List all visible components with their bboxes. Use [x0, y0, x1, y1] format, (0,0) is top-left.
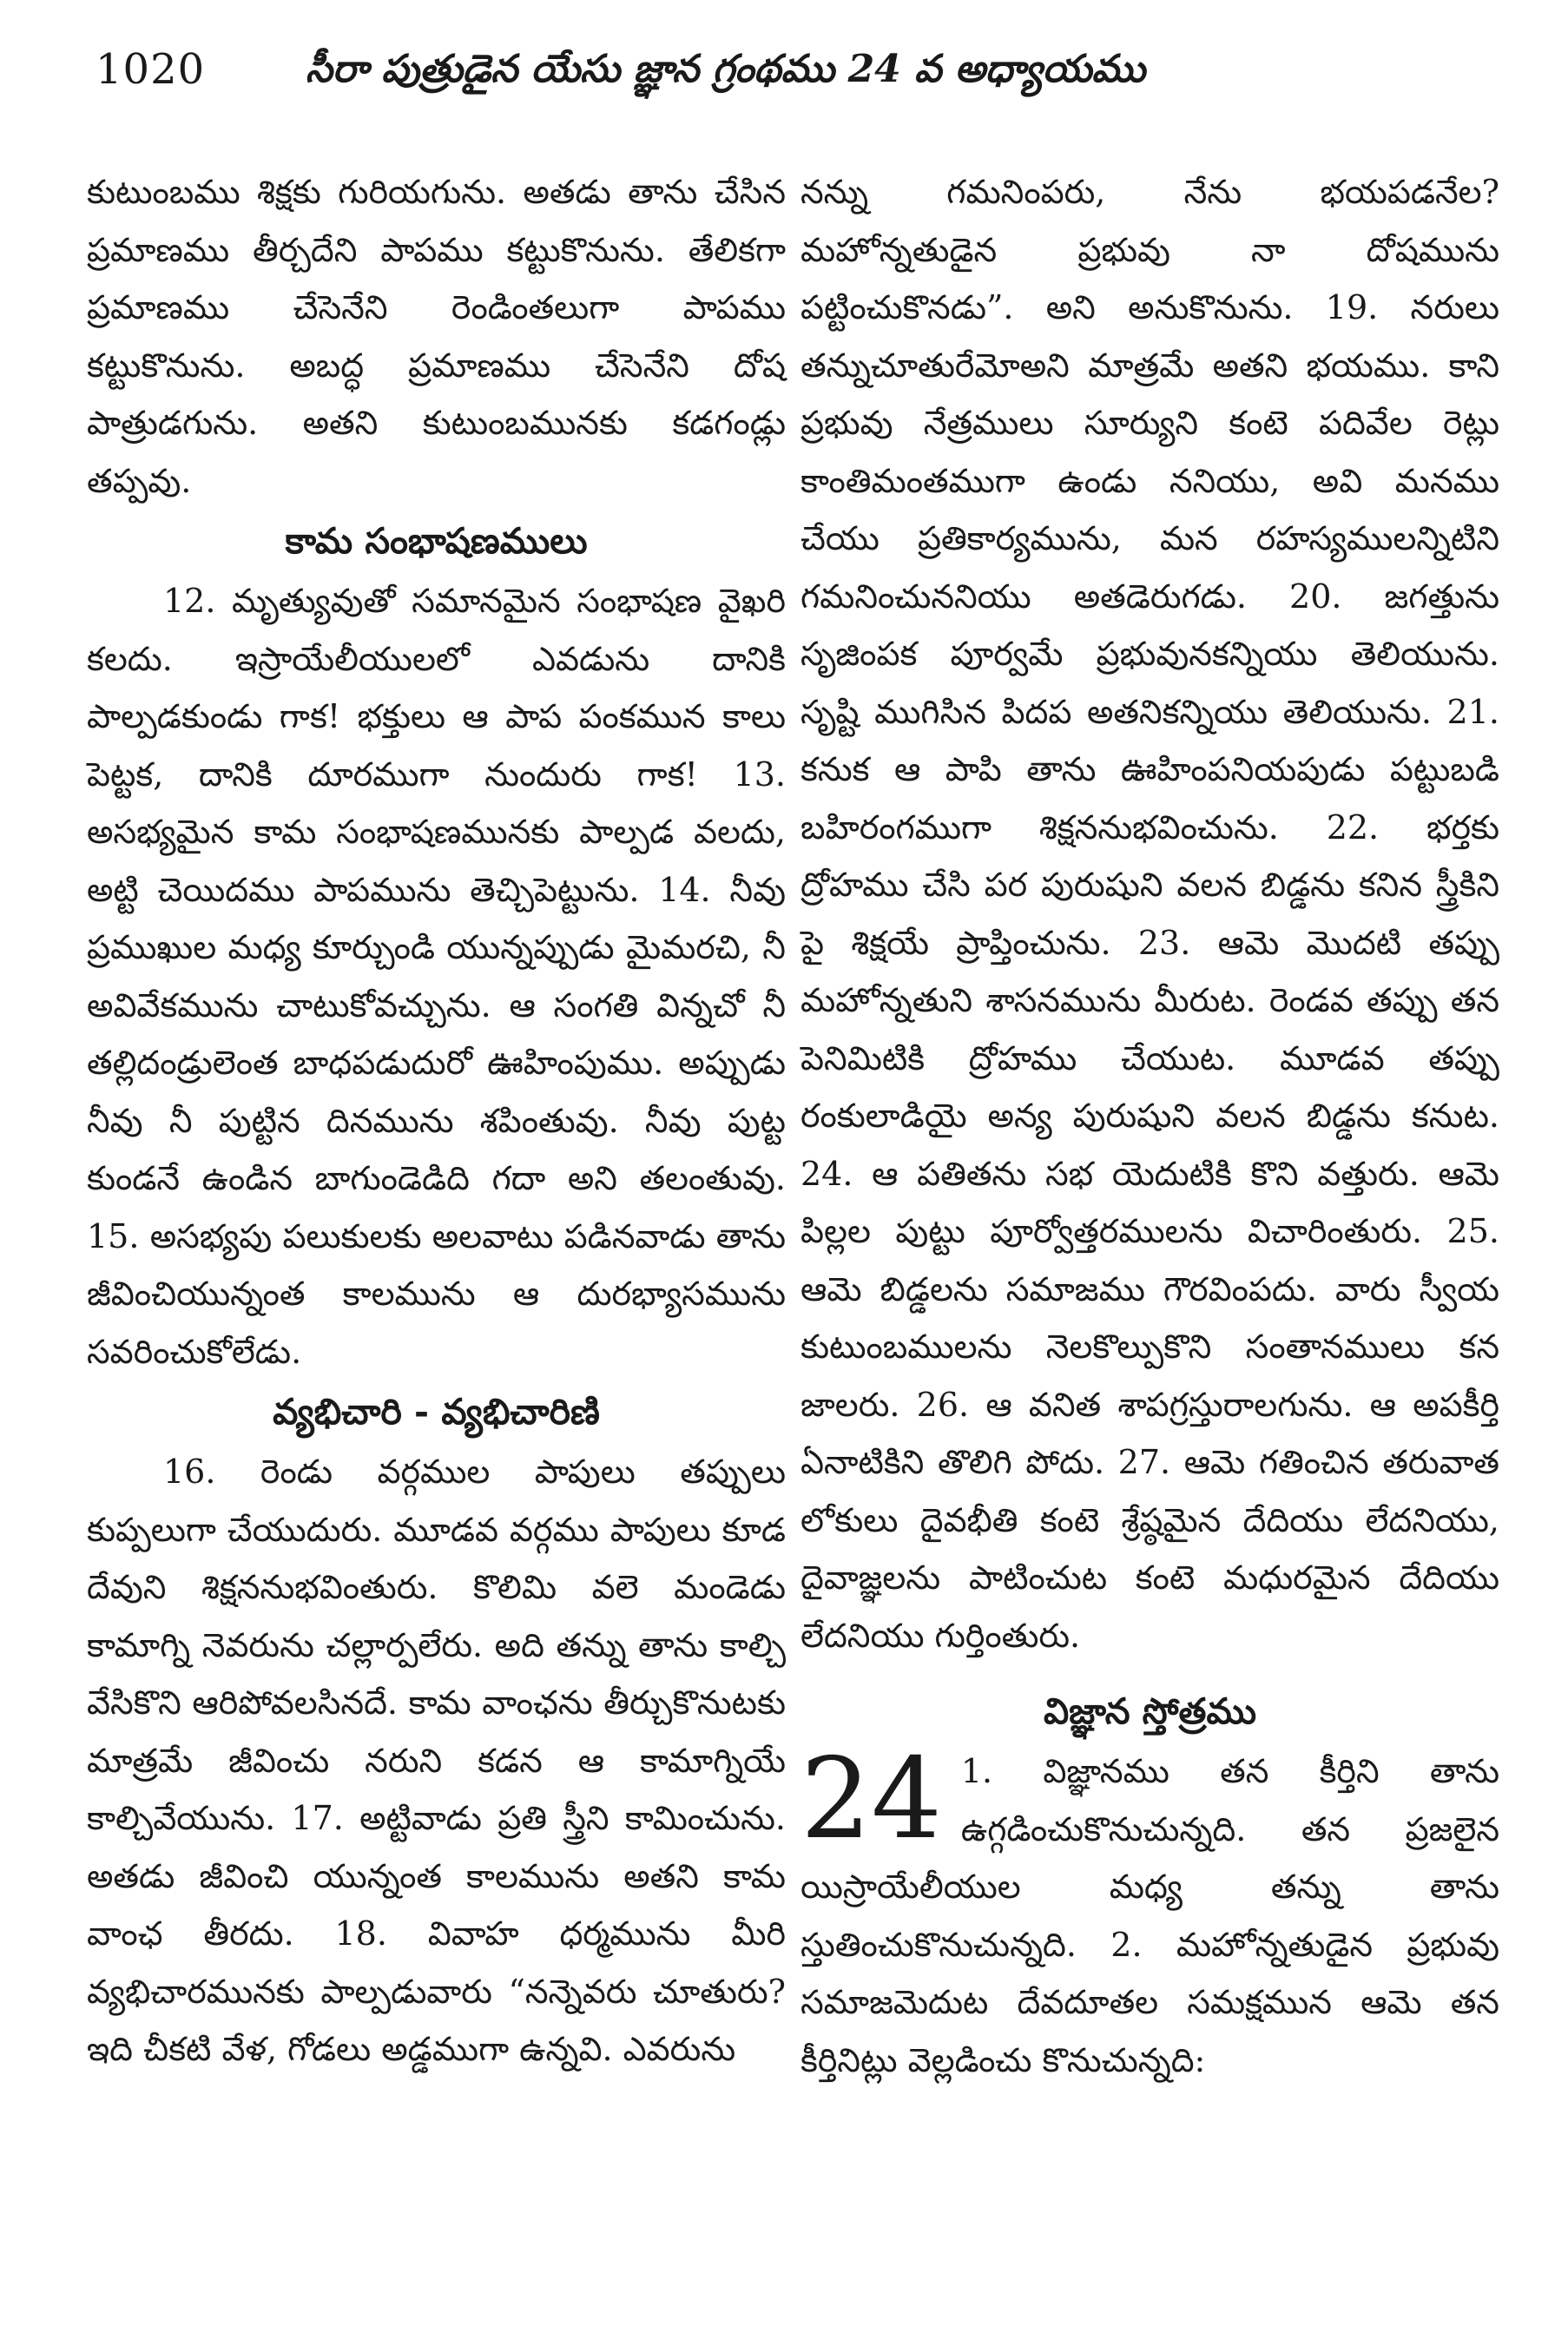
page-number: 1020 [96, 45, 206, 94]
left-column [87, 163, 786, 2079]
running-title: సీరా పుత్రుడైన యేసు జ్ఞాన గ్రంథము 24 వ అధ్యాయము [306, 47, 1146, 91]
chapter-number: 24 [800, 1735, 942, 1864]
paragraph: 16. రెండు వర్గముల పాపులు తప్పులు కుప్పలుగా చేయుదురు. మూడవ వర్గము పాపులు కూడ దేవుని శిక్షననుభవింతురు. కొలిమి వలె మండెడు కామాగ్ని నెవరును చల్లార్పలేరు. అది తన్ను తాను కాల్చి వేసికొని ఆరిపోవలసినదే. కామ వాంఛను తీర్చుకొనుటకు మాత్రమే జీవించు నరుని కడన ఆ కామాగ్నియే కాల్చివేయును. 17. అట్టివాడు ప్రతి స్త్రీని కామించును. అతడు జీవించి యున్నంత కాలమును అతని కామ వాంఛ తీరదు. 18. వివాహ ధర్మమును మీరి వ్యభిచారమునకు పాల్పడువారు “నన్నెవరు చూతురు? ఇది చీకటి వేళ, గోడలు అడ్డముగా ఉన్నవి. ఎవరును [87, 1453, 786, 2068]
section-heading: కామ సంభాషణములు [285, 520, 588, 562]
paragraph: నన్ను గమనింపరు, నేను భయపడనేల? మహోన్నతుడైన ప్రభువు నా దోషమును పట్టించుకొనడు”. అని అనుకొనును. 19. నరులు తన్నుచూతురేమోఅని మాత్రమే అతని భయము. కాని ప్రభువు నేత్రములు సూర్యుని కంటె పదివేల రెట్లు కాంతిమంతముగా ఉండు ననియు, అవి మనము చేయు ప్రతికార్యమును, మన రహస్యములన్నిటిని గమనించుననియు అతడెరుగడు. 20. జగత్తును సృజింపక పూర్వమే ప్రభువునకన్నియు తెలియును. సృష్టి ముగిసిన పిదప అతనికన్నియు తెలియును. 21. కనుక ఆ పాపి తాను ఊహింపనియపుడు పట్టుబడి బహిరంగముగా శిక్షననుభవించును. 22. భర్తకు ద్రోహము చేసి పర పురుషుని వలన బిడ్డను కనిన స్త్రీకిని పై శిక్షయే ప్రాప్తించును. 23. ఆమె మొదటి తప్పు మహోన్నతుని శాసనమును మీరుట. రెండవ తప్పు తన పెనిమిటికి ద్రోహము చేయుట. మూడవ తప్పు రంకులాడియై అన్య పురుషుని వలన బిడ్డను కనుట. 24. ఆ పతితను సభ యెదుటికి కొని వత్తురు. ఆమె పిల్లల పుట్టు పూర్వోత్తరములను విచారింతురు. 25. ఆమె బిడ్డలను సమాజము గౌరవింపదు. వారు స్వీయ కుటుంబములను నెలకొల్పుకొని సంతానములు కన జాలరు. 26. ఆ వనిత శాపగ్రస్తురాలగును. ఆ అపకీర్తి ఏనాటికిని తొలిగి పోదు. 27. ఆమె గతించిన తరువాత లోకులు దైవభీతి కంటె శ్రేష్ఠమైన దేదియు లేదనియు, దైవాజ్ఞలను పాటించుట కంటె మధురమైన దేదియు లేదనియు గుర్తింతురు. [800, 173, 1499, 1655]
paragraph: కుటుంబము శిక్షకు గురియగును. అతడు తాను చేసిన ప్రమాణము తీర్చదేని పాపము కట్టుకొనును. తేలికగా ప్రమాణము చేసెనేని రెండింతలుగా పాపము కట్టుకొనును. అబద్ధ ప్రమాణము చేసెనేని దోష పాత్రుడగును. అతని కుటుంబమునకు కడగండ్లు తప్పవు. [87, 173, 786, 500]
paragraph: 12. మృత్యువుతో సమానమైన సంభాషణ వైఖరి కలదు. ఇస్రాయేలీయులలో ఎవడును దానికి పాల్పడకుండు గాక! భక్తులు ఆ పాప పంకమున కాలు పెట్టక, దానికి దూరముగా నుందురు గాక! 13. అసభ్యమైన కామ సంభాషణమునకు పాల్పడ వలదు, అట్టి చెయిదము పాపమును తెచ్చిపెట్టును. 14. నీవు ప్రముఖుల మధ్య కూర్చుండి యున్నప్పుడు మైమరచి, నీ అవివేకమును చాటుకోవచ్చును. ఆ సంగతి విన్నచో నీ తల్లిదండ్రులెంత బాధపడుదురో ఊహింపుము. అప్పుడు నీవు నీ పుట్టిన దినమును శపింతువు. నీవు పుట్ట కుండనే ఉండిన బాగుండెడిది గదా అని తలంతువు. 15. అసభ్యపు పలుకులకు అలవాటు పడినవాడు తాను జీవించియున్నంత కాలమును ఆ దురభ్యాసమును సవరించుకోలేడు. [87, 582, 786, 1371]
right-column [800, 163, 1499, 2089]
paragraph: 1. విజ్ఞానము తన కీర్తిని తాను ఉగ్గడించుకొనుచున్నది. తన ప్రజలైన యిస్రాయేలీయుల మధ్య తన్ను తాను స్తుతించుకొనుచున్నది. 2. మహోన్నతుడైన ప్రభువు సమాజమెదుట దేవదూతల సమక్షమున ఆమె తన కీర్తినిట్లు వెల్లడించు కొనుచున్నది: [800, 1752, 1499, 2079]
chapter-block [800, 1680, 1499, 2089]
page-header [96, 45, 1476, 106]
section-heading: వ్యభిచారి - వ్యభిచారిణి [273, 1391, 600, 1433]
section-heading: విజ్ఞాన స్తోత్రము [1043, 1690, 1257, 1732]
